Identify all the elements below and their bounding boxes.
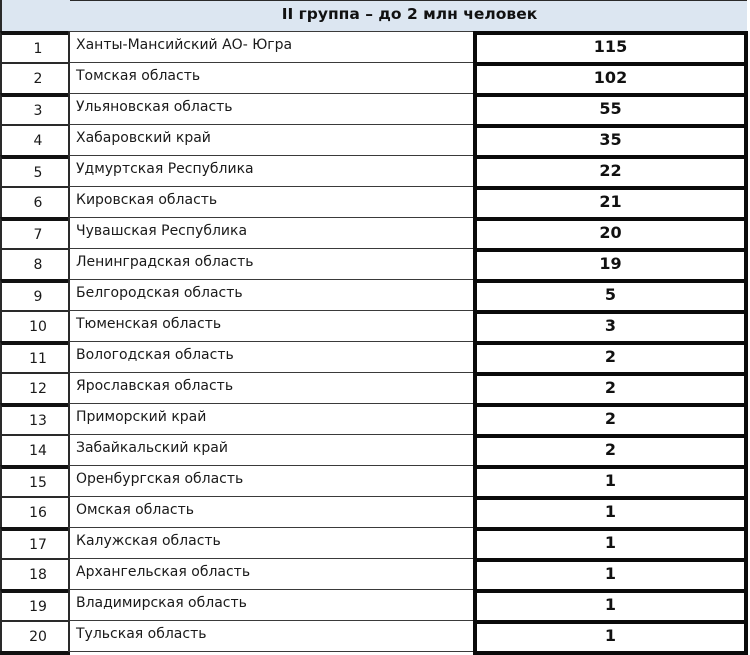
rank-cell: 5 [0,155,70,186]
region-name-cell: Белгородская область [68,279,475,310]
rank-cell: 3 [0,93,70,124]
region-name-cell: Чувашская Республика [68,217,475,248]
table-row [0,31,750,62]
table-row [0,465,750,496]
rank-cell: 20 [0,620,70,651]
table-row [0,496,750,527]
value-cell: 19 [473,248,748,279]
table-bottom-border [0,651,750,655]
table-row [0,527,750,558]
table-row [0,558,750,589]
region-name-cell: Калужская область [68,527,475,558]
table-row [0,279,750,310]
region-name-cell: Хабаровский край [68,124,475,155]
value-cell: 1 [473,589,748,620]
value-cell: 102 [473,62,748,93]
value-cell: 1 [473,527,748,558]
region-name-cell: Удмуртская Республика [68,155,475,186]
rank-cell: 14 [0,434,70,465]
table-row [0,310,750,341]
region-name-cell: Оренбургская область [68,465,475,496]
table-body [0,31,750,651]
region-name-cell: Архангельская область [68,558,475,589]
table-row [0,124,750,155]
region-name-cell: Вологодская область [68,341,475,372]
rank-cell: 7 [0,217,70,248]
table-row [0,372,750,403]
region-name-cell: Кировская область [68,186,475,217]
rank-column-bottom-border [0,651,70,655]
region-name-cell: Приморский край [68,403,475,434]
value-cell: 1 [473,465,748,496]
rank-cell: 16 [0,496,70,527]
table-row [0,341,750,372]
region-name-cell: Забайкальский край [68,434,475,465]
rank-cell: 6 [0,186,70,217]
rank-cell: 4 [0,124,70,155]
rank-cell: 18 [0,558,70,589]
rank-cell: 12 [0,372,70,403]
table-row [0,589,750,620]
rank-cell: 2 [0,62,70,93]
rank-cell: 9 [0,279,70,310]
table-row [0,93,750,124]
rank-cell: 8 [0,248,70,279]
region-name-cell: Омская область [68,496,475,527]
region-name-cell: Тульская область [68,620,475,651]
region-name-cell: Ярославская область [68,372,475,403]
rank-cell: 11 [0,341,70,372]
region-name-cell: Ульяновская область [68,93,475,124]
region-name-cell: Владимирская область [68,589,475,620]
value-cell: 22 [473,155,748,186]
table-row [0,620,750,651]
value-cell: 20 [473,217,748,248]
table-row [0,403,750,434]
rank-cell: 17 [0,527,70,558]
region-name-cell: Томская область [68,62,475,93]
table-row [0,248,750,279]
value-cell: 35 [473,124,748,155]
value-cell: 2 [473,372,748,403]
rank-cell: 15 [0,465,70,496]
table-title: II группа – до 2 млн человек [281,5,538,23]
region-name-cell: Тюменская область [68,310,475,341]
region-column-bottom-border [68,651,475,652]
value-cell: 55 [473,93,748,124]
value-cell: 2 [473,341,748,372]
value-cell: 5 [473,279,748,310]
table-row [0,186,750,217]
value-cell: 115 [473,31,748,62]
value-cell: 1 [473,496,748,527]
value-column-bottom-border [473,651,748,655]
region-name-cell: Ханты-Мансийский АО- Югра [68,31,475,62]
rank-cell: 19 [0,589,70,620]
value-cell: 1 [473,620,748,651]
table-row [0,434,750,465]
table-row [0,217,750,248]
value-cell: 3 [473,310,748,341]
rank-cell: 10 [0,310,70,341]
region-name-cell: Ленинградская область [68,248,475,279]
table-row [0,155,750,186]
table-row [0,62,750,93]
value-cell: 2 [473,403,748,434]
value-cell: 21 [473,186,748,217]
rank-cell: 1 [0,31,70,62]
value-cell: 1 [473,558,748,589]
value-cell: 2 [473,434,748,465]
table-header [0,0,750,31]
rank-cell: 13 [0,403,70,434]
